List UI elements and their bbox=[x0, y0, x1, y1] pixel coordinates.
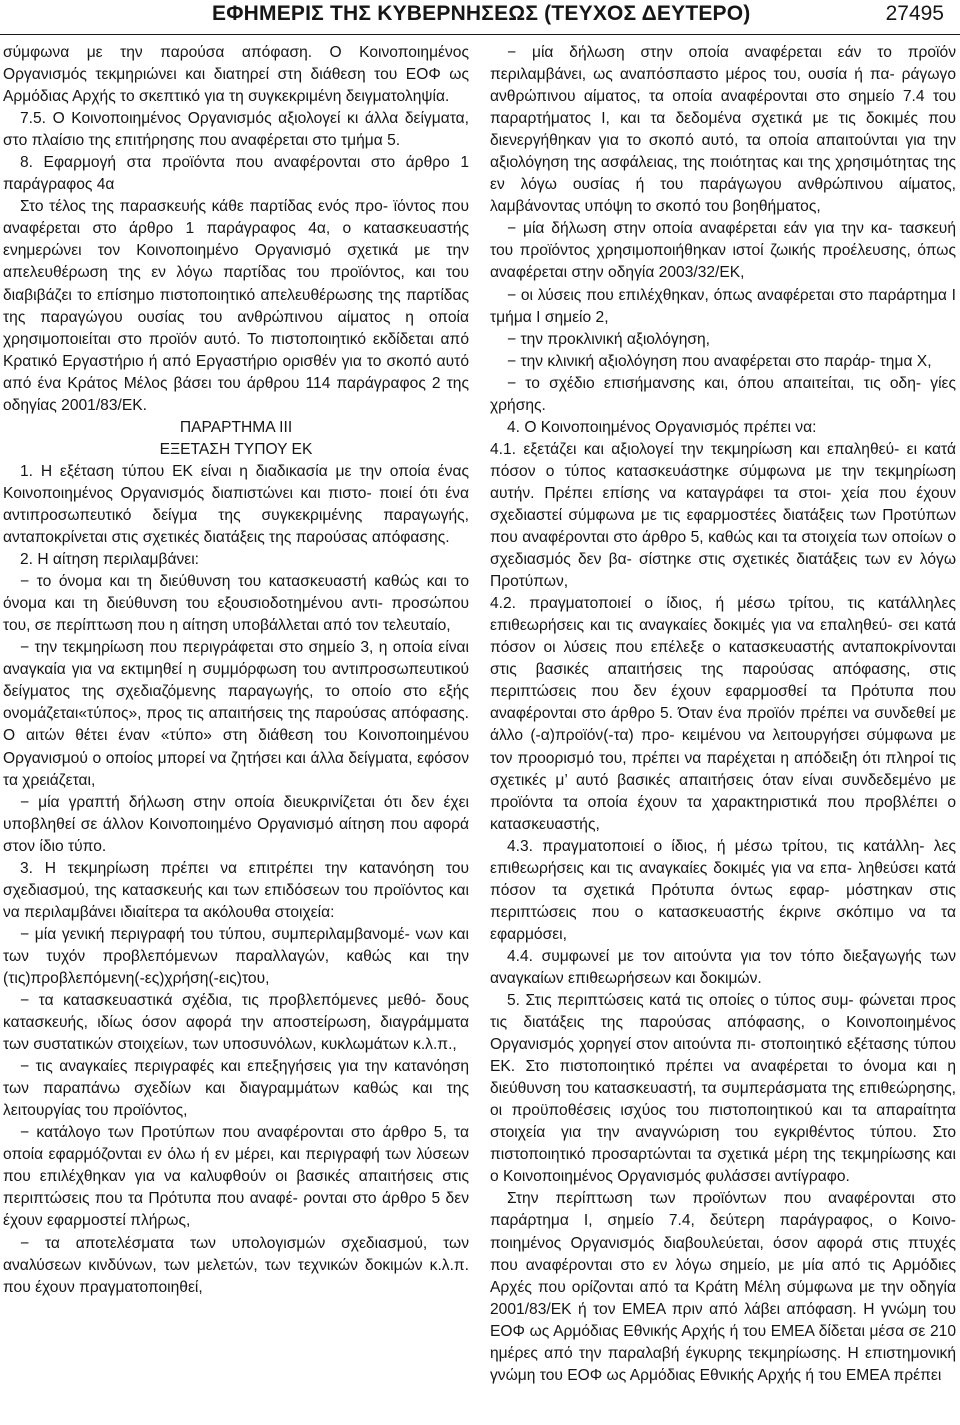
annex-title: ΠΑΡΑΡΤΗΜΑ ΙΙΙ bbox=[179, 418, 293, 436]
paragraph: Στην περίπτωση των προϊόντων που αναφέρονται στο παράρτημα Ι, σημείο 7.4, δεύτερη παράγραφος, ο Κοινο- ποιημένος Οργανισμός διαβουλεύεται, όσον αφορά στις πτυχές που αναφέρονται στο εν λόγω σημείο, με μία από τις Αρμόδιες Αρχές που ορίζονται από τα Κράτη Μέλη σύμφωνα με την οδηγία 2001/83/ΕΚ ή τον ΕΜΕΑ πριν από λάβει απόφαση. Η γνώμη του ΕΟΦ ως Αρμόδιας Εθνικής Αρχής ή του ΕΜΕΑ δίδεται μέσα σε 210 ημέρες από την παραλαβή έγκυρης τεκμηρίωσης. Η επιστημονική γνώμη του ΕΟΦ ως Αρμόδιας Εθνικής Αρχής ή του ΕΜΕΑ πρέπει bbox=[490, 1190, 956, 1384]
page-header bbox=[0, 0, 960, 35]
list-item: − την κλινική αξιολόγηση που αναφέρεται στο παράρ- τημα Χ, bbox=[507, 352, 932, 370]
paragraph: 4. Ο Κοινοποιημένος Οργανισμός πρέπει να: bbox=[507, 418, 817, 436]
list-item: − μία γενική περιγραφή του τύπου, συμπεριλαμβανομέ- νων και των τυχόν προβλεπόμενων παραλλαγών, καθώς και την (τις)προβλεπόμενη(-ες)χρήση(-εις)του, bbox=[3, 925, 469, 987]
paragraph: 4.4. συμφωνεί με τον αιτούντα για τον τόπο διεξαγωγής των αναγκαίων επιθεωρήσεων και δοκιμών. bbox=[490, 947, 956, 987]
paragraph: 7.5. Ο Κοινοποιημένος Οργανισμός αξιολογεί κι άλλα δείγματα, στο πλαίσιο της επιτήρησης που αναφέρεται στο τμήμα 5. bbox=[3, 110, 469, 150]
paragraph: 4.1. εξετάζει και αξιολογεί την τεκμηρίωση και επαληθεύ- ει κατά πόσον ο τύπος κατασκευάστηκε σύμφωνα με την τεκμηρίωση αυτήν. Πρέπει επίσης να καταγράφει τα στοι- χεία που έχουν σχεδιαστεί σύμφωνα με τις εφαρμοστέες διατάξεις των Προτύπων που αναφέρονται στο άρθρο 5, καθώς και τα στοιχεία των οποίων ο σχεδιασμός δεν βα- σίστηκε στις σχετικές διατάξεις των εν λόγω Προτύπων, bbox=[490, 440, 956, 591]
list-item: − μία γραπτή δήλωση στην οποία διευκρινίζεται ότι δεν έχει υποβληθεί σε άλλον Κοινοποιημένο Οργανισμό αίτηση που αφορά στον ίδιο τύπο. bbox=[3, 793, 469, 855]
gazette-title: ΕΦΗΜΕΡΙΣ ΤΗΣ ΚΥΒΕΡΝΗΣΕΩΣ (ΤΕΥΧΟΣ ΔΕΥΤΕΡΟ) bbox=[212, 2, 751, 25]
paragraph: 3. Η τεκμηρίωση πρέπει να επιτρέπει την κατανόηση του σχεδιασμού, της κατασκευής και των επιδόσεων του προϊόντος και να περιλαμβάνει ιδιαίτερα τα ακόλουθα στοιχεία: bbox=[3, 859, 469, 921]
list-item: − οι λύσεις που επιλέχθηκαν, όπως αναφέρεται στο παράρτημα Ι τμήμα Ι σημείο 2, bbox=[490, 286, 956, 326]
paragraph: 1. Η εξέταση τύπου ΕΚ είναι η διαδικασία με την οποία ένας Κοινοποιημένος Οργανισμός διαπιστώνει και πιστο- ποιεί ότι ένα αντιπροσωπευτικό δείγμα της συγκεκριμένης παραγωγής, ανταποκρίνεται στις σχετικές διατάξεις της παρούσας απόφασης. bbox=[3, 462, 469, 547]
right-column bbox=[490, 42, 956, 1387]
paragraph: 8. Εφαρμογή στα προϊόντα που αναφέρονται στο άρθρο 1 παράγραφος 4α bbox=[3, 154, 469, 194]
list-item: − το σχέδιο επισήμανσης και, όπου απαιτείται, τις οδη- γίες χρήσης. bbox=[490, 374, 956, 414]
left-column bbox=[3, 42, 469, 1299]
list-item: − μία δήλωση στην οποία αναφέρεται εάν το προϊόν περιλαμβάνει, ως αναπόσπαστο μέρος του, ουσία ή πα- ράγωγο ανθρώπινου αίματος, τα οποία αναφέρονται στο σημείο 7.4 του παραρτήματος Ι, και τα δεδομένα σχετικά με τις δοκιμές που διενεργήθηκαν για το σκοπό αυτό, τα οποία απαιτούνται για την αξιολόγηση της ασφάλειας, της ποιότητας και της χρησιμότητας της εν λόγω ουσίας ή του παράγωγου ανθρώπινου αίματος, λαμβάνοντας υπόψη το σκοπό του βοηθήματος, bbox=[490, 44, 956, 216]
list-item: − την προκλινική αξιολόγηση, bbox=[507, 330, 710, 348]
paragraph: 2. Η αίτηση περιλαμβάνει: bbox=[20, 551, 200, 569]
paragraph: 5. Στις περιπτώσεις κατά τις οποίες ο τύπος συμ- φώνεται προς τις διατάξεις της παρούσας απόφασης, ο Κοινοποιημένος Οργανισμός χορηγεί στον αιτούντα πι- στοποιητικό εξέτασης τύπου ΕΚ. Στο πιστοποιητικό πρέπει να αναφέρεται το όνομα και η διεύθυνση του κατασκευαστή, τα συμπεράσματα της επιθεώρησης, οι προϋποθέσεις ισχύος του πιστοποιητικού και τα απαραίτητα στοιχεία για την αναγνώριση του εγκριθέντος τύπου. Στο πιστοποιητικό προσαρτώνται τα σχετικά μέρη της τεκμηρίωσης και ο Κοινοποιημένος Οργανισμός φυλάσσει αντίγραφο. bbox=[490, 992, 956, 1186]
page-number: 27495 bbox=[885, 2, 944, 25]
list-item: − τις αναγκαίες περιγραφές και επεξηγήσεις για την κατανόηση των παραπάνω σχεδίων και διαγραμμάτων καθώς και της λειτουργίας του προϊόντος, bbox=[3, 1058, 469, 1120]
paragraph: 4.3. πραγματοποιεί ο ίδιος, ή μέσω τρίτου, τις κατάλλη- λες επιθεωρήσεις και τις αναγκαίες δοκιμές για να επα- ληθεύσει κατά πόσον τα σχετικά Πρότυπα όντως εφαρ- μόστηκαν στις περιπτώσεις που ο κατασκευαστής έκρινε σκόπιμο να τα εφαρμόσει, bbox=[490, 837, 956, 943]
list-item: − τα αποτελέσματα των υπολογισμών σχεδιασμού, των αναλύσεων κινδύνων, των μελετών, των τεχνικών δοκιμών κ.λ.π. που έχουν πραγματοποιηθεί, bbox=[3, 1234, 469, 1296]
list-item: − μία δήλωση στην οποία αναφέρεται εάν για την κα- τασκευή του προϊόντος χρησιμοποιήθηκαν ιστοί ζωικής προέλευσης, όπως αναφέρεται στην οδηγία 2003/32/ΕΚ, bbox=[490, 220, 956, 282]
list-item: − το όνομα και τη διεύθυνση του κατασκευαστή καθώς και το όνομα και τη διεύθυνση του εξουσιοδοτημένου αντι- προσώπου του, σε περίπτωση που η αίτηση υποβάλλεται από τον τελευταίο, bbox=[3, 573, 469, 635]
annex-subtitle: ΕΞΕΤΑΣΗ ΤΥΠΟΥ ΕΚ bbox=[159, 440, 313, 458]
list-item: − την τεκμηρίωση που περιγράφεται στο σημείο 3, η οποία είναι αναγκαία για να εκτιμηθεί η συμμόρφωση του αντιπροσωπευτικού δείγματος της σχεδιαζόμενης παραγωγής, το οποίο στο εξής ονομάζεται«τύπος», προς τις απαιτήσεις της παρούσας απόφασης. Ο αιτών θέτει έναν «τύπο» στη διάθεση του Κοινοποιημένου Οργανισμού ο οποίος μπορεί να ζητήσει και άλλα δείγματα, εφόσον τα χρειάζεται, bbox=[3, 639, 469, 789]
paragraph: σύμφωνα με την παρούσα απόφαση. Ο Κοινοποιημένος Οργανισμός τεκμηριώνει και διατηρεί στη διάθεση του ΕΟΦ ως Αρμόδιας Αρχής το σκεπτικό για τη συγκεκριμένη δειγματοληψία. bbox=[3, 44, 469, 106]
paragraph: 4.2. πραγματοποιεί ο ίδιος, ή μέσω τρίτου, τις κατάλληλες επιθεωρήσεις και τις αναγκαίες δοκιμές για να επαληθεύ- σει κατά πόσον οι λύσεις που επέλεξε ο κατασκευαστής ανταποκρίνονται στις βασικές απαιτήσεις της παρούσας απόφασης, στις περιπτώσεις που δεν έχουν εφαρμοσθεί τα Πρότυπα που αναφέρονται στο άρθρο 5. Όταν ένα προϊόν πρέπει να συνδεθεί με άλλο (-α)προϊόν(-τα) προ- κειμένου να λειτουργήσει σύμφωνα με τον προορισμό του, πρέπει να παρέχεται η απόδειξη ότι πληροί τις σχετικές μ’ αυτό βασικές απαιτήσεις όταν είναι συνδεδεμένο με προϊόντα τα οποία έχουν τα χαρακτηριστικά που προβλέπει ο κατασκευαστής, bbox=[490, 595, 956, 833]
list-item: − τα κατασκευαστικά σχέδια, τις προβλεπόμενες μεθό- δους κατασκευής, ιδίως όσον αφορά την αποστείρωση, διαγράμματα των συστατικών στοιχείων, των υποσυνόλων, κυκλωμάτων κ.λ.π., bbox=[3, 992, 469, 1054]
list-item: − κατάλογο των Προτύπων που αναφέρονται στο άρθρο 5, τα οποία εφαρμόζονται εν όλω ή εν μέρει, και περιγραφή των λύσεων που επιλέχθηκαν για να καλυφθούν οι βασικές απαιτήσεις στις περιπτώσεις που τα Πρότυπα που αναφέ- ρονται στο άρθρο 5 δεν έχουν εφαρμοστεί πλήρως, bbox=[3, 1124, 469, 1230]
paragraph: Στο τέλος της παρασκευής κάθε παρτίδας ενός προ- ϊόντος που αναφέρεται στο άρθρο 1 παράγραφος 4α, ο κατασκευαστής ενημερώνει τον Κοινοποιημένο Οργανισμό σχετικά με την απελευθέρωση της εν λόγω παρτίδας του προϊόντος, και του διαβιβάζει το επίσημο πιστοποιητικό απελευθέρωσης της παρτίδας της παραγώγου ουσίας του ανθρώπινου αίματος η οποία χρησιμοποιείται στο προϊόν αυτό. Το πιστοποιητικό εκδίδεται από Κρατικό Εργαστήριο ή από Εργαστήριο ορισθέν για το σκοπό αυτό από ένα Κράτος Μέλος βάσει του άρθρου 114 παράγραφος 2 της οδηγίας 2001/83/ΕΚ. bbox=[3, 198, 469, 414]
